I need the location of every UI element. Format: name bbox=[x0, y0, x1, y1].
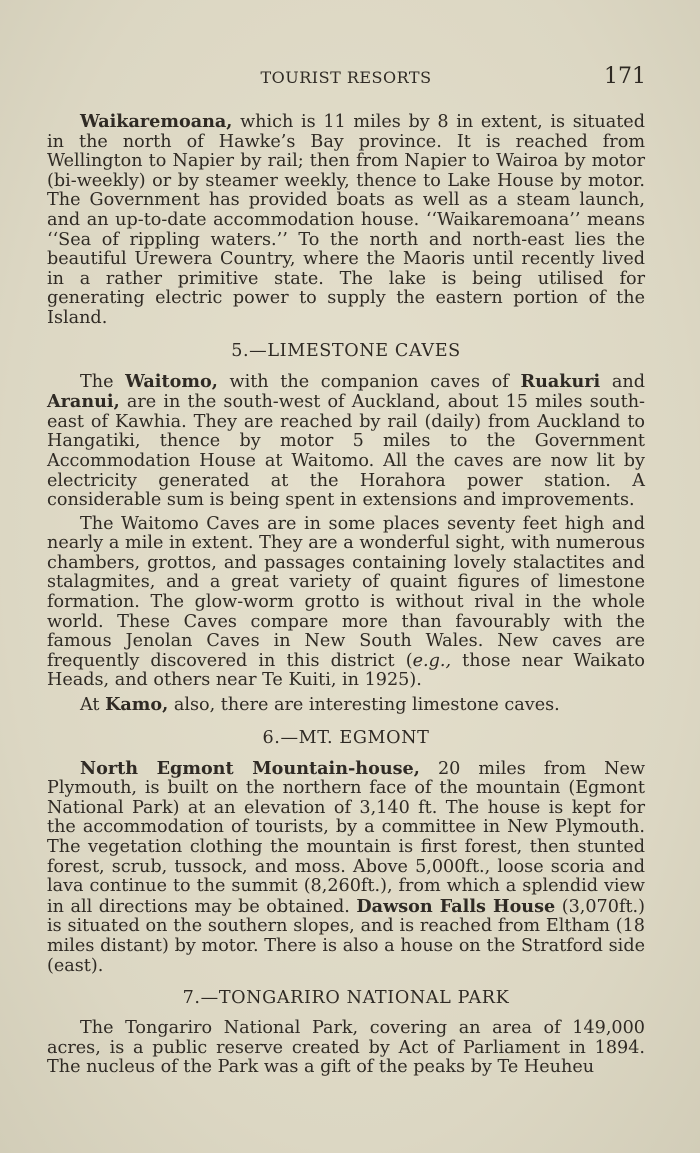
text-run: are in the south-west of Auckland, about 15 miles south-east of Kawhia. They are reached by rail (daily) from Auckland to Hangatiki, thence by motor 5 miles to the Government Accommodation House at Waitomo. All the caves are now lit by electricity generated at the Horahora power station. A considerable sum is being spent in extensions and improvements. bbox=[47, 392, 645, 511]
paragraph-north-egmont bbox=[47, 759, 645, 977]
bold-term-kamo: Kamo, bbox=[105, 694, 169, 716]
running-head: TOURIST RESORTS bbox=[260, 68, 432, 87]
text-run: with the companion caves of bbox=[217, 371, 521, 392]
text-run: and bbox=[600, 371, 645, 392]
text-run: At bbox=[80, 695, 106, 716]
text-run: those near Waikato Heads, and others near Te Kuiti, in 1925). bbox=[47, 650, 645, 691]
paragraph-waitomo bbox=[47, 372, 645, 511]
bold-term-waitomo: Waitomo, bbox=[125, 370, 218, 392]
bold-term-waikaremoana: Waikaremoana, bbox=[80, 111, 233, 132]
heading-tongariro: 7.—TONGARIRO NATIONAL PARK bbox=[182, 988, 510, 1009]
page-body bbox=[47, 112, 645, 1078]
paragraph-waitomo-caves bbox=[47, 515, 645, 691]
italic-eg: e.g., bbox=[412, 650, 452, 671]
page-header bbox=[46, 64, 646, 94]
paragraph-text: which is 11 miles by 8 in extent, is situated in the north of Hawke’s Bay province. It is reached from Wellington to Napier by rail; then from Napier to Wairoa by motor (bi-weekly) or by steamer weekly, thence to Lake House by motor. The Government has provided boats as well as a steam launch, and an up-to-date accommodation house. ‘‘Waikaremoana’’ means ‘‘Sea of rippling waters.’’ To the north and north-east lies the beautiful Urewera Country, where the Maoris until recently lived in a rather primitive state. The lake is being utilised for generating electric power to supply the eastern portion of the Island. bbox=[47, 112, 645, 328]
text-run: also, there are interesting limestone caves. bbox=[168, 695, 560, 716]
paragraph-waikaremoana bbox=[47, 112, 645, 329]
bold-term-ruakuri: Ruakuri bbox=[520, 370, 601, 392]
text-run: The Waitomo Caves are in some places seventy feet high and nearly a mile in extent. They are a wonderful sight, with numerous chambers, grottos, and passages containing lovely stalactites and stalagmites, and a great variety of quaint figures of limestone formation. The glow-worm grotto is without rival in the whole world. These Caves compare more than favourably with the famous Jenolan Caves in New South Wales. New caves are frequently discovered in this district ( bbox=[47, 513, 645, 671]
paragraph-kamo bbox=[47, 695, 645, 716]
page-number: 171 bbox=[604, 64, 646, 89]
text-run: The bbox=[80, 371, 126, 392]
text-run: (3,070ft.) is situated on the southern slopes, and is reached from Eltham (18 miles distant) by motor. There is also a house on the Stratford side (east). bbox=[47, 896, 645, 976]
heading-mt-egmont: 6.—MT. EGMONT bbox=[262, 727, 430, 748]
heading-limestone-caves: 5.—LIMESTONE CAVES bbox=[231, 340, 461, 361]
text-run: 20 miles from New Plymouth, is built on the northern face of the mountain (Egmont National Park) at an elevation of 3,140 ft. The house is kept for the accommodation of tourists, by a committee in New Plymouth. The vegetation clothing the mountain is first forest, then stunted forest, scrub, tussock, and moss. Above 5,000ft., loose scoria and lava continue to the summit (8,260ft.), from which a splendid view in all directions may be obtained. bbox=[47, 758, 646, 917]
bold-term-dawson-falls: Dawson Falls House bbox=[356, 895, 556, 917]
paragraph-tongariro bbox=[47, 1019, 645, 1078]
bold-term-aranui: Aranui, bbox=[47, 391, 120, 413]
bold-term-north-egmont: North Egmont Mountain-house, bbox=[80, 757, 420, 779]
text-run: The Tongariro National Park, covering an area of 149,000 acres, is a public reserve created by Act of Parliament in 1894. The nucleus of the Park was a gift of the peaks by Te Heuheu bbox=[47, 1018, 645, 1078]
